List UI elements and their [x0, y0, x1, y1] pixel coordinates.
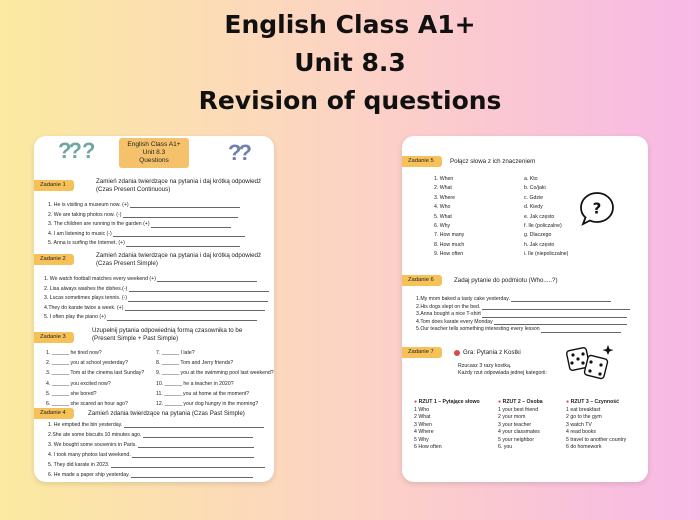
match-word: 4. Who — [434, 204, 451, 211]
task-3-item: 9. ______ you at the swimming pool last weekend? — [156, 370, 274, 377]
match-meaning: c. Gdzie — [524, 194, 544, 201]
answer-line[interactable] — [143, 437, 253, 438]
roll-2-item: 4 your classmates — [498, 429, 540, 436]
column-header-roll-3: ● RZUT 3 – Czynność — [566, 399, 620, 405]
match-word: 6. Why — [434, 222, 451, 229]
answer-line[interactable] — [132, 457, 254, 458]
column-header-roll-1: ● RZUT 1 – Pytające słowo — [414, 399, 480, 405]
roll-1-item: 5 Why — [414, 436, 429, 443]
task-4-tag: Zadanie 4 — [34, 408, 74, 419]
task-1-item: 2. We are taking photos now. (-) — [48, 212, 268, 222]
task-2-instruction-tense: (Czas Present Simple) — [96, 260, 158, 267]
roll-1-item: 1 Who — [414, 407, 429, 413]
answer-line[interactable] — [151, 227, 231, 228]
answer-line[interactable] — [157, 281, 257, 282]
main-title-line3: Revision of questions — [198, 86, 502, 115]
match-word: 1. When — [434, 176, 454, 182]
task-4-item: 5. They did karate in 2023. — [48, 462, 270, 472]
game-title: Gra: Pytania z Kostki — [463, 349, 521, 356]
match-word: 2. What — [434, 185, 452, 192]
task-1-item: 3. The children are running in the garden (+) — [48, 221, 268, 231]
answer-line[interactable] — [482, 317, 627, 318]
task-6-item: 1.My mom baked a tasty cake yesterday. — [416, 296, 642, 304]
roll-2-item: 6. you — [498, 443, 513, 450]
task-3-item: 2. ______ you at school yesterday? — [46, 360, 128, 367]
dice-icon — [564, 341, 616, 385]
task-3-item: 10. ______ he a teacher in 2020? — [156, 380, 234, 387]
task-3-item: 1. ______ he tired now? — [46, 350, 102, 356]
game-rules-line1: Rzucasz 3 razy kostką. — [458, 363, 512, 369]
match-meaning: f. Ile (policzalne) — [524, 222, 562, 229]
task-2-item: 4.They do karate twice a week. (+) — [44, 305, 270, 315]
task-3-item: 4. ______ you excited now? — [46, 380, 111, 387]
roll-1-item: 6 How often — [414, 443, 442, 450]
match-word: 3. Where — [434, 194, 456, 201]
task-3-tag: Zadanie 3 — [34, 332, 74, 343]
task-3-item: 7. ______ I late? — [156, 350, 195, 356]
roll-1-item: 3 When — [414, 421, 432, 428]
task-4-instruction: Zamień zdania twierdzące na pytania (Czas Past Simple) — [88, 410, 245, 417]
roll-1-item: 4 Where — [414, 429, 434, 436]
task-3-item: 6. ______ she scared an hour ago? — [46, 400, 128, 407]
question-marks-icon: ?? — [228, 140, 249, 165]
answer-line[interactable] — [511, 301, 611, 302]
task-6-tag: Zadanie 6 — [402, 275, 442, 286]
worksheet-right — [402, 136, 648, 482]
task-1-item: 4. I am listening to music (-) — [48, 231, 268, 241]
roll-3-item: 4 read books — [566, 429, 596, 436]
task-3-item: 11. ______ you at home at the moment? — [156, 390, 250, 397]
answer-line[interactable] — [123, 217, 238, 218]
red-dot-icon — [454, 350, 460, 356]
task-4-item: 2.She ate some biscuits 10 minutes ago. — [48, 432, 270, 442]
roll-2-item: 1 your best friend — [498, 407, 539, 413]
question-marks-icon: ?? ? — [58, 138, 93, 163]
answer-line[interactable] — [131, 477, 253, 478]
match-meaning: g. Dlaczego — [524, 232, 552, 239]
task-2-item: 2. Lisa always washes the dishes.(-) — [44, 286, 270, 296]
task-2-item: 5. I often play the piano (+) — [44, 314, 270, 324]
match-meaning: d. Kiedy — [524, 204, 543, 211]
task-1-item: 1. He is visiting a museum now. (+) — [48, 202, 268, 212]
task-1-instruction: Zamień zdania twierdzące na pytania i daj krótką odpowiedź — [96, 178, 262, 185]
task-2-tag: Zadanie 2 — [34, 254, 74, 265]
sheet-header-line3: Questions — [139, 157, 169, 164]
task-6-item: 2.His dogs slept on the bed. — [416, 304, 642, 312]
answer-line[interactable] — [130, 207, 240, 208]
task-2-item: 3. Lucas sometimes plays tennis. (-) — [44, 295, 270, 305]
roll-3-item: 2 go to the gym — [566, 414, 602, 421]
answer-line[interactable] — [125, 310, 265, 311]
match-meaning: a. Kto — [524, 176, 538, 182]
column-header-roll-2: ● RZUT 2 – Osoba — [498, 399, 543, 405]
task-7-tag: Zadanie 7 — [402, 347, 442, 358]
task-3-instruction: Uzupełnij pytania odpowiednią formą czasownika to be — [92, 327, 243, 334]
task-6-item: 5.Our teacher tells something interesting every lesson — [416, 326, 642, 334]
task-6-instruction: Zadaj pytanie do podmiotu (Who.....?) — [454, 277, 558, 284]
worksheet-left — [34, 136, 274, 482]
sheet-header-line2: Unit 8.3 — [142, 149, 166, 156]
answer-line[interactable] — [138, 447, 254, 448]
main-title-line2: Unit 8.3 — [294, 48, 406, 77]
task-6-item: 4.Tom does karate every Monday — [416, 319, 642, 327]
answer-line[interactable] — [111, 467, 265, 468]
match-word: 9. How often — [434, 251, 464, 258]
roll-2-item: 2 your mom — [498, 414, 526, 421]
task-5-tag: Zadanie 5 — [402, 156, 442, 167]
task-4-item: 6. He made a paper ship yesterday. — [48, 472, 270, 482]
task-1-tag: Zadanie 1 — [34, 180, 74, 191]
main-title-line1: English Class A1+ — [224, 10, 476, 39]
roll-1-item: 2 What — [414, 414, 431, 421]
sheet-header-line1: English Class A1+ — [127, 141, 181, 148]
answer-line[interactable] — [107, 320, 257, 321]
answer-line[interactable] — [482, 309, 630, 310]
task-6-item: 3.Anna bought a nice T-shirt — [416, 311, 642, 319]
task-4-item: 4. I took many photos last weekend. — [48, 452, 270, 462]
task-1-instruction-tense: (Czas Present Continuous) — [96, 186, 171, 193]
roll-2-item: 3 your teacher — [498, 421, 532, 428]
task-3-item: 12. ______ your dog hungry in the morning? — [156, 400, 259, 407]
answer-line[interactable] — [113, 236, 245, 237]
match-meaning: e. Jak często — [524, 213, 555, 220]
roll-2-item: 5 your neighbor — [498, 436, 535, 443]
answer-line[interactable] — [124, 427, 264, 428]
answer-line[interactable] — [541, 332, 621, 333]
task-1-item: 5. Anna is surfing the Internet. (+) — [48, 240, 268, 250]
roll-3-item: 5 travel to another country — [566, 436, 627, 443]
task-2-instruction: Zamień zdania twierdzące na pytania i daj krótką odpowiedź — [96, 252, 262, 259]
answer-line[interactable] — [128, 301, 268, 302]
roll-3-item: 3 watch TV — [566, 421, 592, 428]
roll-3-item: 1 eat breakfast — [566, 407, 601, 413]
task-5-instruction: Połącz słowa z ich znaczeniem — [450, 158, 536, 165]
task-3-item: 5. ______ she bored? — [46, 390, 97, 397]
task-4-item: 3. We bought some souvenirs in Paris. — [48, 442, 270, 452]
task-3-item: 3. ______ Tom at the cinema last Sunday? — [46, 370, 145, 377]
match-meaning: i. Ile (niepoliczalne) — [524, 251, 569, 258]
match-word: 7. How many — [434, 232, 465, 239]
task-3-item: 8. ______ Tom and Jerry friends? — [156, 360, 234, 367]
bubble-glyph: ? — [592, 199, 602, 218]
game-rules-line2: Każdy rzut odpowiada jednej kategorii: — [458, 370, 547, 376]
answer-line[interactable] — [494, 324, 627, 325]
match-word: 8. How much — [434, 241, 465, 248]
task-4-item: 1. He emptied the bin yesterday. — [48, 422, 270, 432]
task-3-instruction-tense: (Present Simple + Past Simple) — [92, 335, 179, 342]
match-word: 5. What — [434, 213, 452, 220]
match-meaning: b. Co/jaki — [524, 185, 546, 192]
answer-line[interactable] — [129, 291, 269, 292]
speech-bubble-question-icon — [578, 190, 616, 228]
answer-line[interactable] — [126, 246, 240, 247]
task-2-item: 1. We watch football matches every weekend (+) — [44, 276, 270, 286]
match-meaning: h. Jak często — [524, 241, 555, 248]
roll-3-item: 6 do homework — [566, 443, 602, 450]
